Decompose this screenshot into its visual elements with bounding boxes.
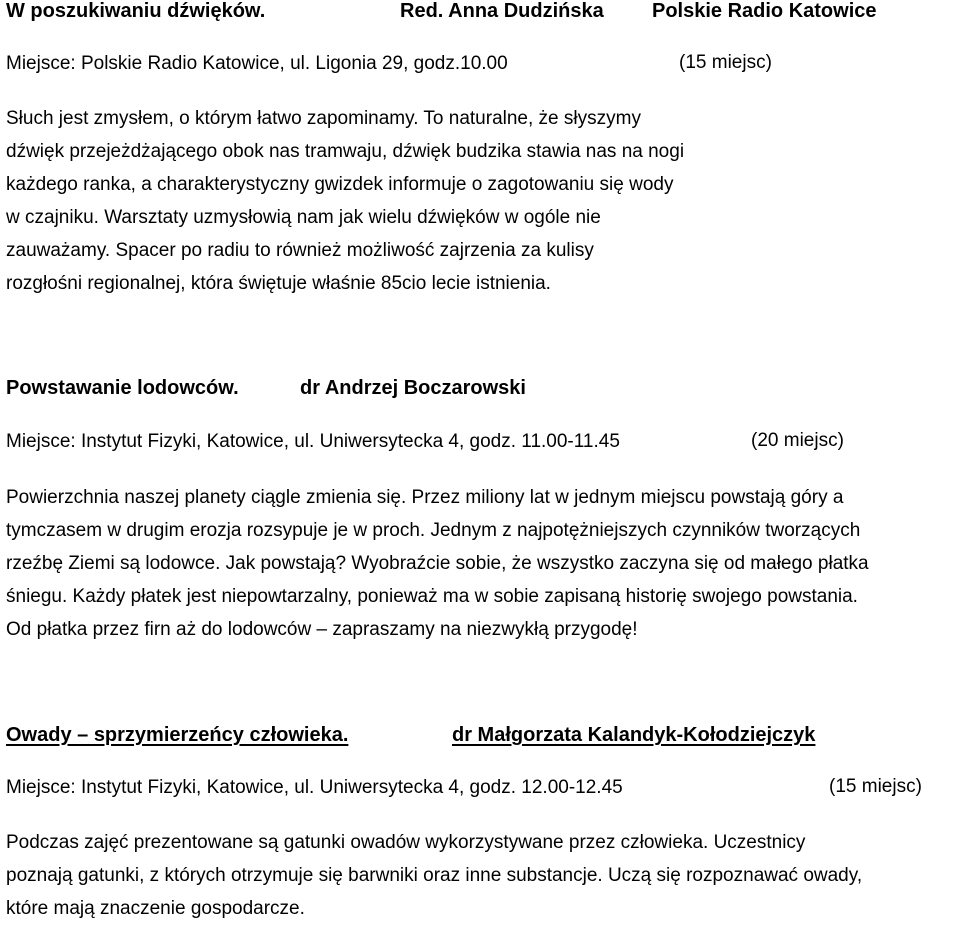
workshop-seats: (20 miejsc) [751,430,844,451]
description-line: rzeźbę Ziemi są lodowce. Jak powstają? Wyobraźcie sobie, że wszystko zaczyna się od małego płatka [6,553,869,574]
description-line: zauważamy. Spacer po radiu to również możliwość zajrzenia za kulisy [6,240,594,261]
workshop-location: Miejsce: Instytut Fizyki, Katowice, ul. Uniwersytecka 4, godz. 11.00-11.45 [6,431,620,452]
description-line: które mają znaczenie gospodarcze. [6,898,305,919]
workshop-seats: (15 miejsc) [679,52,772,73]
workshop-title: Owady – sprzymierzeńcy człowieka. [6,724,349,746]
workshop-author: Red. Anna Dudzińska [400,0,604,22]
workshop-title: W poszukiwaniu dźwięków. [6,0,266,22]
description-line: śniegu. Każdy płatek jest niepowtarzalny, ponieważ ma w sobie zapisaną historię swojego powstania. [6,586,858,607]
description-line: Podczas zajęć prezentowane są gatunki owadów wykorzystywane przez człowieka. Uczestnicy [6,832,806,853]
workshop-author: dr Andrzej Boczarowski [300,377,526,399]
workshop-seats: (15 miejsc) [829,776,922,797]
workshop-location: Miejsce: Polskie Radio Katowice, ul. Ligonia 29, godz.10.00 [6,53,508,74]
description-line: Od płatka przez firn aż do lodowców – zapraszamy na niezwykłą przygodę! [6,619,638,640]
description-line: w czajniku. Warsztaty uzmysłowią nam jak wielu dźwięków w ogóle nie [6,207,601,228]
description-line: każdego ranka, a charakterystyczny gwizdek informuje o zagotowaniu się wody [6,174,674,195]
description-line: tymczasem w drugim erozja rozsypuje je w proch. Jednym z najpotężniejszych czynników tworzących [6,520,861,541]
description-line: rozgłośni regionalnej, która świętuje właśnie 85cio lecie istnienia. [6,273,551,294]
workshop-description [6,102,951,300]
workshop-title: Powstawanie lodowców. [6,377,239,399]
workshop-author: dr Małgorzata Kalandyk-Kołodziejczyk [452,724,816,746]
description-line: dźwięk przejeżdżającego obok nas tramwaju, dźwięk budzika stawia nas na nogi [6,141,685,162]
description-line: poznają gatunki, z których otrzymuje się barwniki oraz inne substancje. Uczą się rozpoznawać owady, [6,865,863,886]
description-line: Powierzchnia naszej planety ciągle zmienia się. Przez miliony lat w jednym miejscu powstają góry a [6,487,844,508]
workshop-description [6,826,951,925]
workshop-location: Miejsce: Instytut Fizyki, Katowice, ul. Uniwersytecka 4, godz. 12.00-12.45 [6,777,623,798]
workshop-description [6,481,951,646]
description-line: Słuch jest zmysłem, o którym łatwo zapominamy. To naturalne, że słyszymy [6,108,641,129]
workshop-organizer: Polskie Radio Katowice [652,0,877,22]
